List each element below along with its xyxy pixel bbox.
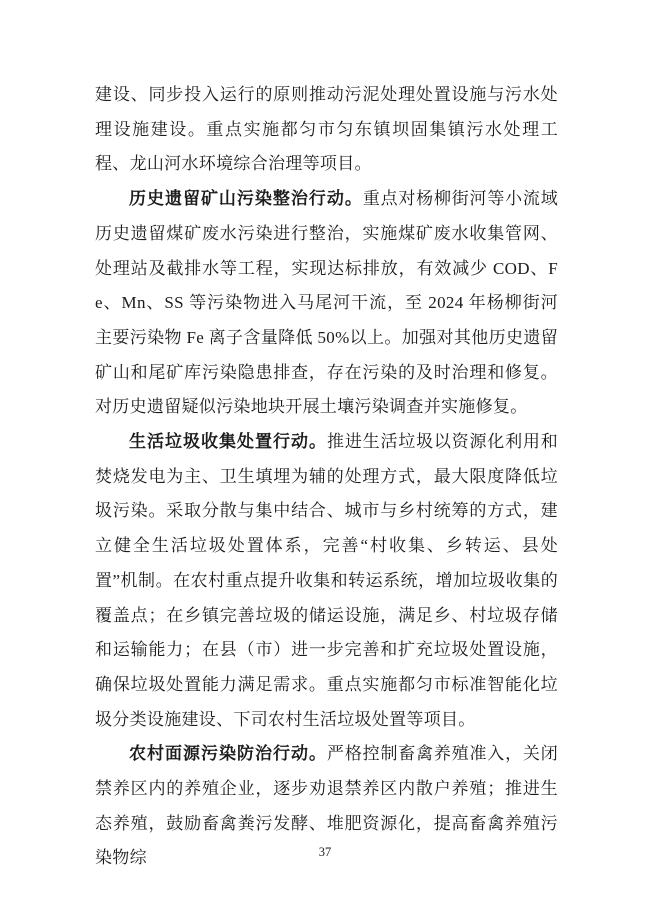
paragraph-text: 重点对杨柳街河等小流域历史遗留煤矿废水污染进行整治，实施煤矿废水收集管网、处理站及截排水等工程，实现达标排放，有效减少 COD、Fe、Mn、SS 等污染物进入马尾河干流，至 2024 年杨柳街河主要污染物 Fe 离子含量降低 50%以上。加强对其他历史遗留矿山和尾矿库污染隐患排查，存在污染的及时治理和修复。对历史遗留疑似污染地块开展土壤污染调查并实施修复。 — [95, 189, 558, 417]
page-number: 37 — [318, 845, 332, 859]
document-body — [95, 78, 558, 876]
paragraph-lead: 农村面源污染防治行动。 — [129, 744, 328, 764]
paragraph-continuation — [95, 78, 558, 182]
paragraph-waste-collection-action — [95, 425, 558, 737]
paragraph-lead: 历史遗留矿山污染整治行动。 — [129, 189, 363, 209]
paragraph-mine-pollution-action — [95, 182, 558, 425]
paragraph-text: 推进生活垃圾以资源化利用和焚烧发电为主、卫生填埋为辅的处理方式，最大限度降低垃圾污染。采取分散与集中结合、城市与乡村统筹的方式，建立健全生活垃圾处置体系，完善“村收集、乡转运、县处置”机制。在农村重点提升收集和转运系统，增加垃圾收集的覆盖点；在乡镇完善垃圾的储运设施，满足乡、村垃圾存储和运输能力；在县（市）进一步完善和扩充垃圾处置设施，确保垃圾处置能力满足需求。重点实施都匀市标准智能化垃圾分类设施建设、下司农村生活垃圾处置等项目。 — [95, 432, 558, 729]
paragraph-lead: 生活垃圾收集处置行动。 — [129, 432, 328, 452]
paragraph-text: 严格控制畜禽养殖准入，关闭禁养区内的养殖企业，逐步劝退禁养区内散户养殖；推进生态养殖，鼓励畜禽粪污发酵、堆肥资源化，提高畜禽养殖污染物综 — [95, 744, 558, 868]
paragraph-text: 建设、同步投入运行的原则推动污泥处理处置设施与污水处理设施建设。重点实施都匀市匀东镇坝固集镇污水处理工程、龙山河水环境综合治理等项目。 — [95, 85, 558, 174]
